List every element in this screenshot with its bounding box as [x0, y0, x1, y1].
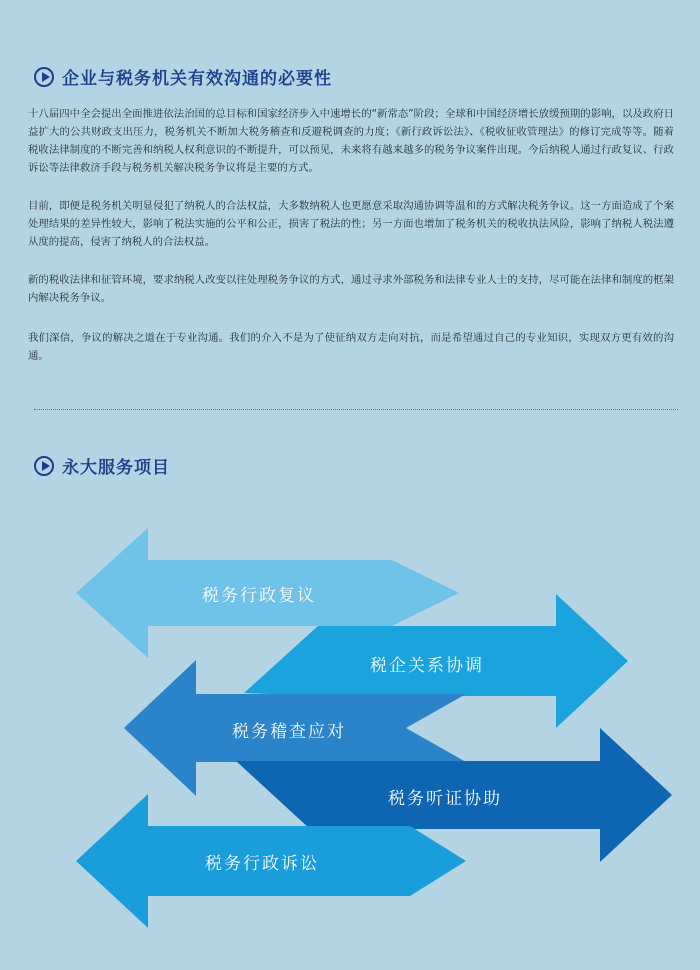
service-label-admin-review: 税务行政复议 [202, 586, 316, 606]
service-label-litigation: 税务行政诉讼 [205, 854, 319, 874]
section-title-text: 企业与税务机关有效沟通的必要性 [62, 69, 332, 89]
service-label-hearing: 税务听证协助 [388, 789, 502, 809]
service-label-relations: 税企关系协调 [370, 656, 484, 676]
paragraph-2: 目前，即便是税务机关明显侵犯了纳税人的合法权益，大多数纳税人也更愿意采取沟通协调等温和的方式解决税务争议。这一方面造成了个案处理结果的差异性较大，影响了税法实施的公平和公正，损害了税法的性；另一方面也增加了税务机关的税收执法风险，影响了纳税人税法遵从度的提高，侵害了纳税人的合法权益。 [28, 200, 674, 248]
section-title-text: 永大服务项目 [62, 458, 170, 478]
paragraph-4: 我们深信，争议的解决之道在于专业沟通。我们的介入不是为了使征纳双方走向对抗，而是希望通过自己的专业知识，实现双方更有效的沟通。 [28, 332, 674, 362]
paragraph-1: 十八届四中全会提出全面推进依法治国的总目标和国家经济步入中速增长的“新常态”阶段；全球和中国经济增长放缓预期的影响，以及政府日益扩大的公共财政支出压力，税务机关不断加大税务稽查和反避税调查的力度；《新行政诉讼法》、《税收征收管理法》的修订完成等等。随着税收法律制度的不断完善和纳税人权利意识的不断提升，可以预见，未来将有越来越多的税务争议案件出现。今后纳税人通过行政复议、行政诉讼等法律救济手段与税务机关解决税务争议将是主要的方式。 [28, 108, 674, 174]
service-label-audit: 税务稽查应对 [232, 722, 346, 742]
paragraph-3: 新的税收法律和征管环境，要求纳税人改变以往处理税务争议的方式，通过寻求外部税务和法律专业人士的支持，尽可能在法律和制度的框架内解决税务争议。 [28, 274, 674, 304]
